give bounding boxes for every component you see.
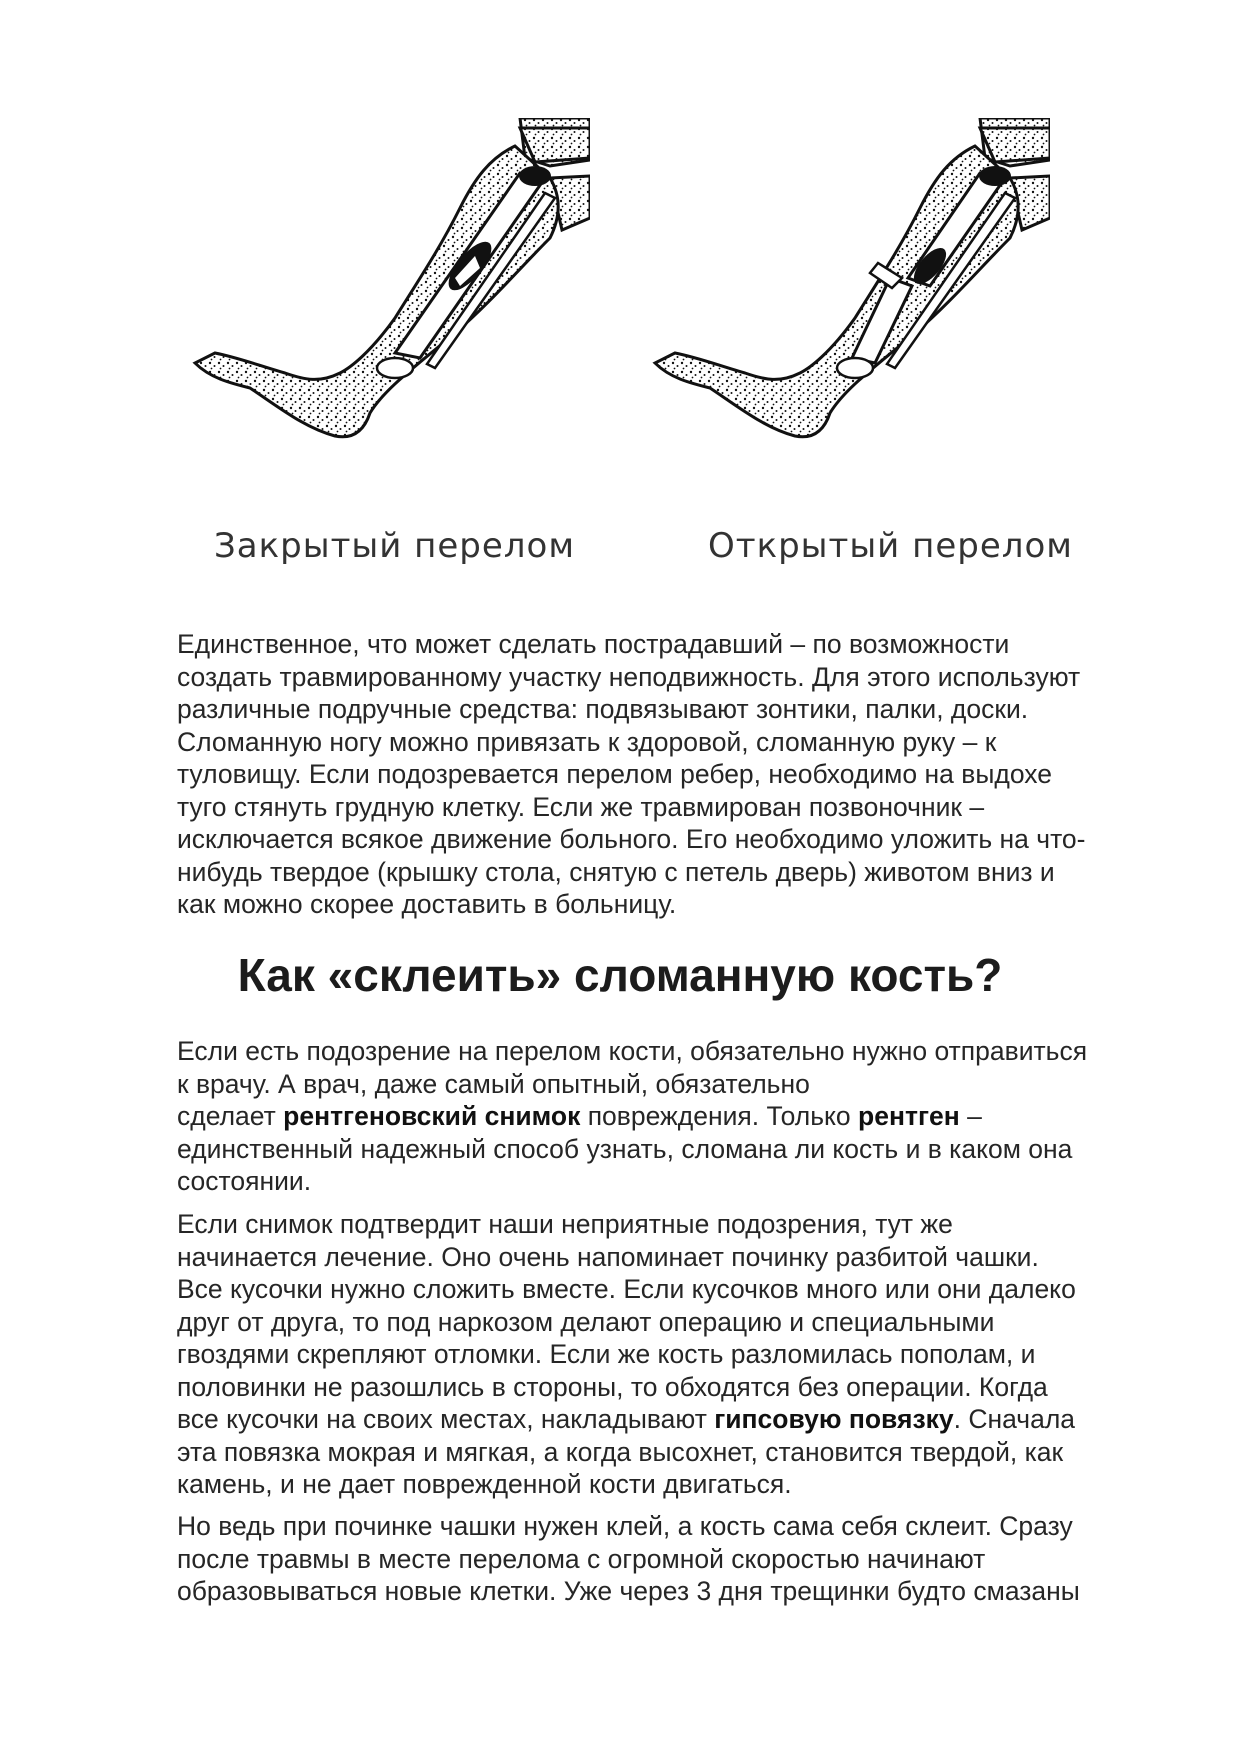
text-line: эта повязка мокрая и мягкая, а когда высохнет, становится твердой, как [177,1436,1064,1467]
text-line: туловищу. Если подозревается перелом ребер, необходимо на выдохе [177,759,1052,789]
text-line: исключается всякое движение больного. Его необходимо уложить на что- [177,824,1086,854]
text-line: камень, и не дает поврежденной кости двигаться. [177,1469,792,1499]
text-span: . Сначала [953,1404,1076,1434]
text-line [177,1100,1157,1133]
text-line: Единственное, что может сделать пострадавший – по возможности [177,629,1010,659]
bold-term-xray-image: рентгеновский снимок [283,1101,581,1131]
section-heading: Как «склеить» сломанную кость? [237,949,1003,1001]
text-line: образовываться новые клетки. Уже через 3 дня трещинки будто смазаны [177,1576,1080,1606]
open-fracture-caption: Открытый перелом [708,526,1073,566]
text-line: Если есть подозрение на перелом кости, обязательно нужно отправиться [177,1036,1088,1066]
bold-term-xray: рентген [858,1101,960,1131]
text-line: единственный надежный способ узнать, сломана ли кость и в каком она [177,1133,1073,1164]
text-line: друг от друга, то под наркозом делают операцию и специальными [177,1306,995,1337]
paragraph-healing [177,1510,1157,1608]
text-line: гвоздями скрепляют отломки. Если же кость разломилась пополам, и [177,1339,1036,1369]
text-span: все кусочки на своих местах, накладывают [177,1404,715,1434]
paragraph-first-aid [177,628,1157,921]
text-line [177,1403,1157,1436]
fracture-illustration [190,118,1130,588]
closed-fracture-drawing [190,118,590,508]
text-line: начинается лечение. Оно очень напоминает починку разбитой чашки. [177,1241,1039,1272]
text-line: после травмы в месте перелома с огромной скоростью начинают [177,1543,986,1574]
open-fracture-drawing [590,118,1050,508]
text-line: создать травмированному участку неподвижность. Для этого используют [177,661,1081,692]
text-line: состоянии. [177,1166,312,1196]
text-line: половинки не разошлись в стороны, то обходятся без операции. Когда [177,1371,1048,1402]
text-span: сделает [177,1101,284,1131]
paragraph-xray [177,1035,1157,1198]
text-span: – [959,1101,982,1131]
paragraph-treatment [177,1208,1157,1501]
text-line: нибудь твердое (крышку стола, снятую с петель дверь) животом вниз и [177,856,1055,887]
text-span: повреждения. Только [580,1101,859,1131]
closed-fracture-caption: Закрытый перелом [214,526,575,566]
text-line: Но ведь при починке чашки нужен клей, а кость сама себя склеит. Сразу [177,1511,1073,1541]
text-line: туго стянуть грудную клетку. Если же травмирован позвоночник – [177,791,985,822]
text-line: как можно скорее доставить в больницу. [177,889,677,919]
text-line: к врачу. А врач, даже самый опытный, обязательно [177,1068,810,1099]
text-line: Все кусочки нужно сложить вместе. Если кусочков много или они далеко [177,1274,1076,1304]
text-line: Если снимок подтвердит наши неприятные подозрения, тут же [177,1209,953,1239]
bold-term-plaster-cast: гипсовую повязку [714,1404,954,1434]
text-line: Сломанную ногу можно привязать к здоровой, сломанную руку – к [177,726,997,757]
text-line: различные подручные средства: подвязывают зонтики, палки, доски. [177,694,1029,724]
